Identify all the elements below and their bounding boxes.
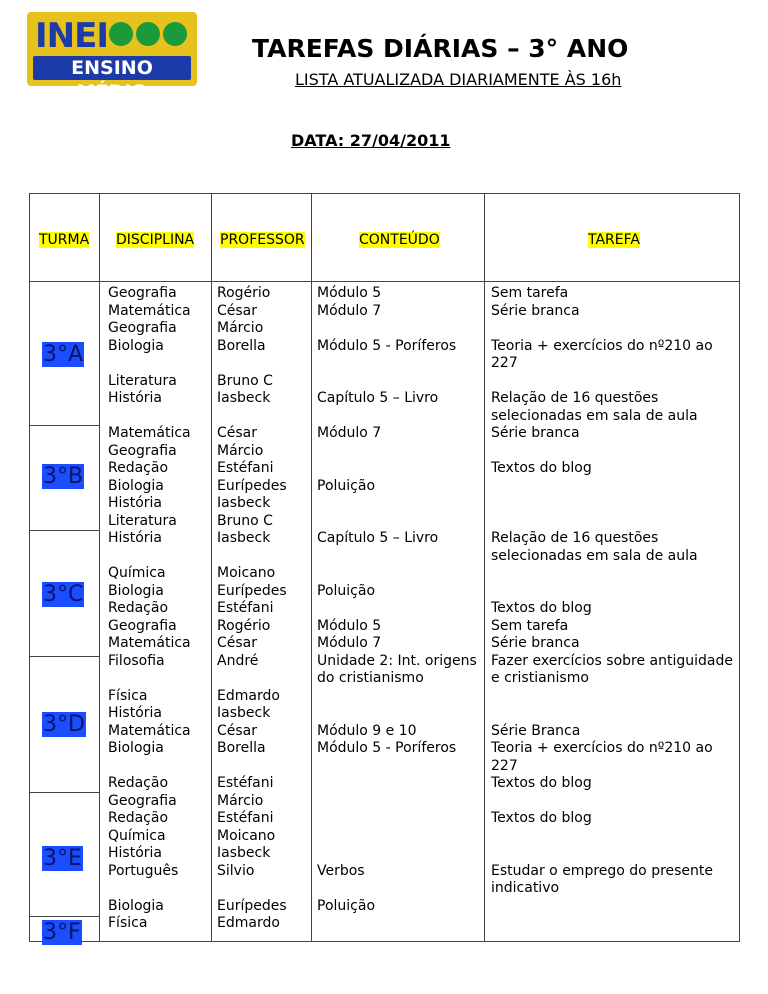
conteudo-line: Módulo 7 — [317, 302, 382, 319]
conteudo-line — [317, 793, 477, 811]
disciplina-line: Física — [108, 687, 148, 704]
conteudo-line — [317, 705, 477, 723]
professor-line — [217, 408, 287, 426]
conteudo-line: Unidade 2: Int. origens — [317, 652, 477, 669]
professor-line: Iasbeck — [217, 495, 271, 511]
professor-line: Iasbeck — [217, 845, 271, 861]
professor-line: César — [217, 425, 258, 441]
professor-line — [217, 355, 287, 373]
disciplina-line: Física — [108, 915, 148, 931]
conteudo-column — [317, 285, 477, 933]
professor-line: Estéfani — [217, 600, 274, 616]
tarefa-line — [491, 513, 733, 531]
disciplina-line: Geografia — [108, 792, 177, 809]
disciplina-column — [108, 285, 191, 933]
professor-line: Eurípedes — [217, 582, 287, 599]
conteudo-line: Módulo 7 — [317, 425, 382, 441]
tarefa-line: Relação de 16 questões — [491, 390, 659, 406]
tarefa-line: Textos do blog — [491, 600, 592, 616]
professor-line: César — [217, 302, 258, 319]
tarefa-line: Série Branca — [491, 722, 581, 739]
professor-line: Eurípedes — [217, 897, 287, 914]
disciplina-line — [108, 548, 191, 566]
header-conteudo: CONTEÚDO — [359, 232, 440, 248]
school-logo — [27, 12, 197, 103]
conteudo-line: Módulo 5 — [317, 617, 382, 634]
tasks-table — [29, 193, 740, 945]
disciplina-line — [108, 408, 191, 426]
tarefa-line: 227 — [491, 757, 518, 774]
tarefa-line: Teoria + exercícios do nº210 ao — [491, 740, 713, 756]
conteudo-line: Verbos — [317, 862, 365, 879]
tarefa-line: selecionadas em sala de aula — [491, 547, 698, 564]
conteudo-line — [317, 688, 477, 706]
disciplina-line: História — [108, 845, 162, 861]
conteudo-line: do cristianismo — [317, 670, 424, 686]
conteudo-line — [317, 548, 477, 566]
professor-line: Márcio — [217, 792, 264, 809]
tarefa-line: Sem tarefa — [491, 285, 569, 301]
disciplina-line — [108, 355, 191, 373]
disciplina-line: Geografia — [108, 617, 177, 634]
header-turma: TURMA — [39, 232, 90, 248]
disciplina-line: Geografia — [108, 285, 177, 301]
professor-line: Iasbeck — [217, 530, 271, 546]
conteudo-line: Poluição — [317, 477, 376, 494]
disciplina-line: Geografia — [108, 442, 177, 459]
conteudo-line: Módulo 5 - Poríferos — [317, 337, 457, 354]
turma-label: 3°C — [43, 582, 84, 607]
disciplina-line: Redação — [108, 600, 169, 616]
professor-line: César — [217, 635, 258, 651]
conteudo-line — [317, 810, 477, 828]
professor-column — [217, 285, 287, 933]
conteudo-line — [317, 408, 477, 426]
professor-line: André — [217, 652, 259, 669]
page-title: TAREFAS DIÁRIAS – 3° ANO — [252, 34, 629, 63]
conteudo-line — [317, 915, 477, 933]
disciplina-line: Redação — [108, 810, 169, 826]
turma-label: 3°B — [43, 464, 84, 489]
tarefa-line: Série branca — [491, 635, 580, 651]
tarefa-line: indicativo — [491, 880, 560, 896]
tarefa-line: Estudar o emprego do presente — [491, 862, 714, 879]
tarefa-line — [491, 443, 733, 461]
disciplina-line: Química — [108, 827, 166, 844]
conteudo-line: Capítulo 5 – Livro — [317, 390, 439, 406]
tarefa-line — [491, 915, 733, 933]
disciplina-line: Filosofia — [108, 652, 165, 669]
disciplina-line: Redação — [108, 775, 169, 791]
conteudo-line — [317, 880, 477, 898]
conteudo-line: Módulo 5 - Poríferos — [317, 740, 457, 756]
disciplina-line: Biologia — [108, 477, 164, 494]
professor-line: Iasbeck — [217, 705, 271, 721]
conteudo-line — [317, 758, 477, 776]
disciplina-line: Matemática — [108, 425, 191, 441]
disciplina-line: Biologia — [108, 740, 164, 756]
professor-line — [217, 758, 287, 776]
disciplina-line: Biologia — [108, 582, 164, 599]
professor-line: Rogério — [217, 285, 271, 301]
conteudo-line — [317, 845, 477, 863]
tarefa-line — [491, 320, 733, 338]
tarefa-line: Série branca — [491, 425, 580, 441]
disciplina-line — [108, 670, 191, 688]
turma-label: 3°E — [43, 846, 82, 871]
turma-label: 3°F — [43, 920, 81, 945]
page-subtitle: LISTA ATUALIZADA DIARIAMENTE ÀS 16h — [295, 70, 622, 89]
tarefa-column — [491, 285, 733, 933]
turma-label: 3°D — [43, 712, 85, 737]
conteudo-line — [317, 373, 477, 391]
disciplina-line: Literatura — [108, 372, 177, 389]
header-professor: PROFESSOR — [220, 232, 305, 248]
disciplina-line: Redação — [108, 460, 169, 476]
professor-line — [217, 548, 287, 566]
tarefa-line — [491, 565, 733, 583]
tarefa-line — [491, 898, 733, 916]
conteudo-line: Módulo 9 e 10 — [317, 722, 417, 739]
professor-line: Moicano — [217, 827, 276, 844]
header-disciplina: DISCIPLINA — [116, 232, 195, 248]
professor-line: Estéfani — [217, 810, 274, 826]
tarefa-line: Teoria + exercícios do nº210 ao — [491, 337, 713, 354]
tarefa-line: Textos do blog — [491, 460, 592, 476]
conteudo-line — [317, 600, 477, 618]
tarefa-line: Série branca — [491, 302, 580, 319]
conteudo-line — [317, 443, 477, 461]
conteudo-line — [317, 775, 477, 793]
disciplina-line: Geografia — [108, 320, 177, 336]
logo-circles-icon — [109, 22, 187, 46]
professor-line: César — [217, 722, 258, 739]
conteudo-line: Módulo 5 — [317, 285, 382, 301]
professor-line: Borella — [217, 740, 266, 756]
professor-line: Borella — [217, 337, 266, 354]
tarefa-line: Fazer exercícios sobre antiguidade — [491, 652, 733, 669]
tarefa-line — [491, 495, 733, 513]
professor-line: Bruno C — [217, 512, 273, 529]
professor-line — [217, 670, 287, 688]
professor-line: Edmardo — [217, 687, 280, 704]
conteudo-line — [317, 513, 477, 531]
tarefa-line: 227 — [491, 355, 518, 371]
disciplina-line: História — [108, 495, 162, 511]
disciplina-line: Literatura — [108, 512, 177, 529]
professor-line: Moicano — [217, 565, 276, 581]
logo-subtitle: ENSINO MÉDIO — [33, 56, 191, 80]
professor-line: Márcio — [217, 442, 264, 459]
disciplina-line: História — [108, 390, 162, 406]
professor-line: Eurípedes — [217, 477, 287, 494]
conteudo-line: Poluição — [317, 897, 376, 914]
tarefa-line: Relação de 16 questões — [491, 530, 659, 546]
conteudo-line — [317, 355, 477, 373]
professor-line — [217, 880, 287, 898]
disciplina-line: Biologia — [108, 897, 164, 914]
header-tarefa: TAREFA — [588, 232, 640, 248]
turma-label: 3°A — [43, 342, 84, 367]
tarefa-line — [491, 373, 733, 391]
tarefa-line: Sem tarefa — [491, 617, 569, 634]
tarefa-line: e cristianismo — [491, 670, 589, 686]
conteudo-line — [317, 565, 477, 583]
tarefa-line — [491, 828, 733, 846]
professor-line: Estéfani — [217, 775, 274, 791]
professor-line: Silvio — [217, 862, 255, 879]
tarefa-line: Textos do blog — [491, 810, 592, 826]
tarefa-line — [491, 845, 733, 863]
tarefa-line — [491, 688, 733, 706]
tarefa-line — [491, 583, 733, 601]
tarefa-line — [491, 705, 733, 723]
date-label: DATA: 27/04/2011 — [291, 131, 451, 150]
disciplina-line: História — [108, 530, 162, 546]
disciplina-line: Química — [108, 565, 166, 581]
conteudo-line: Módulo 7 — [317, 635, 382, 651]
disciplina-line — [108, 758, 191, 776]
disciplina-line: Português — [108, 862, 179, 879]
conteudo-line — [317, 460, 477, 478]
tarefa-line — [491, 793, 733, 811]
conteudo-line — [317, 320, 477, 338]
disciplina-line: Matemática — [108, 722, 191, 739]
tarefa-line — [491, 478, 733, 496]
tarefa-line: Textos do blog — [491, 775, 592, 791]
professor-line: Iasbeck — [217, 390, 271, 406]
disciplina-line — [108, 880, 191, 898]
logo-wordmark: INEI — [35, 16, 108, 56]
disciplina-line: Matemática — [108, 302, 191, 319]
disciplina-line: Biologia — [108, 337, 164, 354]
disciplina-line: História — [108, 705, 162, 721]
professor-line: Edmardo — [217, 915, 280, 931]
conteudo-line: Capítulo 5 – Livro — [317, 530, 439, 546]
professor-line: Márcio — [217, 320, 264, 336]
disciplina-line: Matemática — [108, 635, 191, 651]
professor-line: Bruno C — [217, 372, 273, 389]
conteudo-line — [317, 495, 477, 513]
conteudo-line — [317, 828, 477, 846]
tarefa-line: selecionadas em sala de aula — [491, 407, 698, 424]
conteudo-line: Poluição — [317, 582, 376, 599]
professor-line: Estéfani — [217, 460, 274, 476]
professor-line: Rogério — [217, 617, 271, 634]
